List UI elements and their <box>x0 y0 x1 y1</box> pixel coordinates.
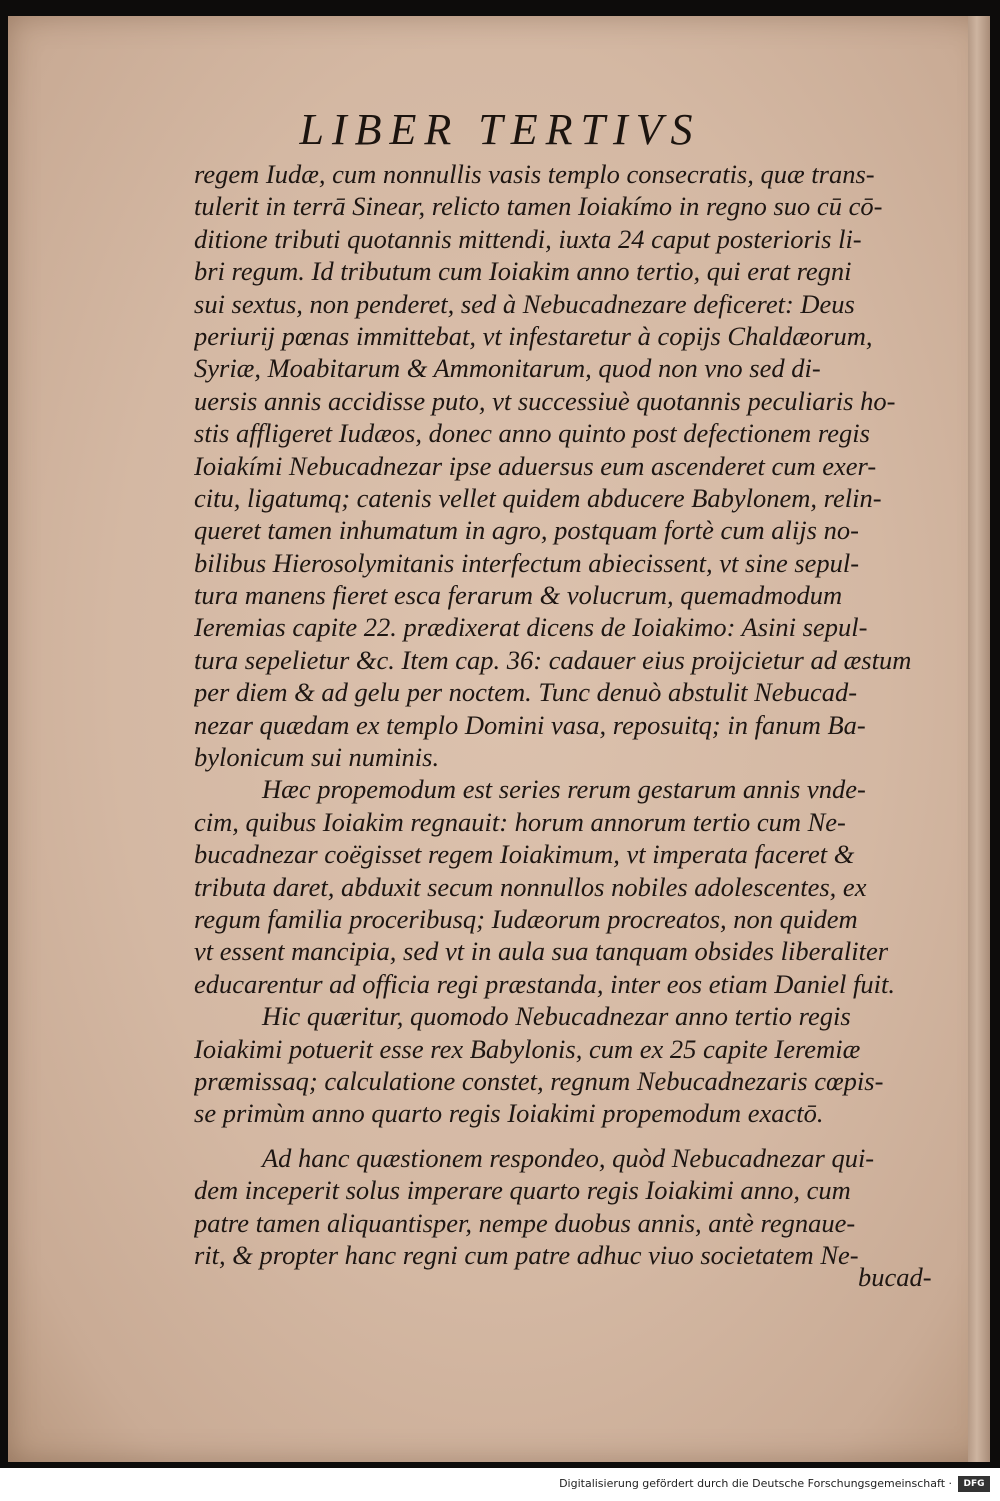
text-line: bri regum. Id tributum cum Ioiakim anno tertio, qui erat regni <box>194 256 852 287</box>
text-line: Hic quæritur, quomodo Nebucadnezar anno tertio regis <box>262 1001 851 1032</box>
text-line: cim, quibus Ioiakim regnauit: horum annorum tertio cum Ne- <box>194 806 846 837</box>
text-line: Syriæ, Moabitarum & Ammonitarum, quod non vno sed di- <box>194 353 821 384</box>
text-line: Ieremias capite 22. prædixerat dicens de Ioiakimo: Asini sepul- <box>194 612 868 643</box>
text-line: Ioiakimi potuerit esse rex Babylonis, cum ex 25 capite Ieremiæ <box>194 1033 861 1064</box>
text-line: præmissaq; calculatione constet, regnum Nebucadnezaris cœpis- <box>194 1065 884 1096</box>
text-line: Hæc propemodum est series rerum gestarum annis vnde- <box>262 774 866 805</box>
text-line: dem inceperit solus imperare quarto regis Ioiakimi anno, cum <box>194 1175 851 1206</box>
text-line: regum familia proceribusq; Iudæorum procreatos, non quidem <box>194 903 858 934</box>
text-line: uersis annis accidisse puto, vt successiuè quotannis peculiaris ho- <box>194 385 896 416</box>
text-line: bylonicum sui numinis. <box>194 742 440 773</box>
text-line: queret tamen inhumatum in agro, postquam fortè cum alijs no- <box>194 515 859 546</box>
text-line: se primùm anno quarto regis Ioiakimi propemodum exactō. <box>194 1098 824 1129</box>
text-line: stis affligeret Iudæos, donec anno quinto post defectionem regis <box>194 418 870 449</box>
text-line: tulerit in terrā Sinear, relicto tamen Ioiakímo in regno suo cū cō- <box>194 191 883 222</box>
page-text <box>194 158 958 1271</box>
text-line: nezar quædam ex templo Domini vasa, reposuitq; in fanum Ba- <box>194 709 866 740</box>
text-line: tributa daret, abduxit secum nonnullos nobiles adolescentes, ex <box>194 871 867 902</box>
text-line: sui sextus, non penderet, sed à Nebucadnezare deficeret: Deus <box>194 288 855 319</box>
text-line: per diem & ad gelu per noctem. Tunc denuò abstulit Nebucad- <box>194 677 858 708</box>
text-line: ditione tributi quotannis mittendi, iuxta 24 caput posterioris li- <box>194 223 862 254</box>
text-line: patre tamen aliquantisper, nempe duobus annis, antè regnaue- <box>194 1207 856 1238</box>
running-head: LIBER TERTIVS <box>299 105 701 154</box>
text-line: educarentur ad officia regi præstanda, inter eos etiam Daniel fuit. <box>194 968 895 999</box>
text-line: tura manens fieret esca ferarum & volucrum, quemadmodum <box>194 580 843 611</box>
footer-credit: Digitalisierung gefördert durch die Deutsche Forschungsgemeinschaft · <box>559 1477 952 1490</box>
text-line: periurij pœnas immittebat, vt infestaretur à copijs Chaldæorum, <box>194 320 873 351</box>
text-line: bucadnezar coëgisset regem Ioiakimum, vt imperata faceret & <box>194 839 855 870</box>
dfg-logo[interactable]: DFG <box>958 1476 990 1492</box>
text-line: bilibus Hierosolymitanis interfectum abiecissent, vt sine sepul- <box>194 547 860 578</box>
text-line: citu, ligatumq; catenis vellet quidem abducere Babylonem, relin- <box>194 482 882 513</box>
text-line: tura sepelietur &c. Item cap. 36: cadauer eius proijcietur ad æstum <box>194 644 912 675</box>
page-edge <box>968 16 990 1462</box>
text-line: regem Iudæ, cum nonnullis vasis templo consecratis, quæ trans- <box>194 159 875 189</box>
text-line: rit, & propter hanc regni cum patre adhuc viuo societatem Ne- <box>194 1239 859 1270</box>
footer-bar <box>0 1468 1000 1501</box>
text-line: Ad hanc quæstionem respondeo, quòd Nebucadnezar qui- <box>262 1142 875 1173</box>
catchword: bucad- <box>858 1262 932 1292</box>
text-line: Ioiakími Nebucadnezar ipse aduersus eum ascenderet cum exer- <box>194 450 877 481</box>
text-line: vt essent mancipia, sed vt in aula sua tanquam obsides liberaliter <box>194 936 889 967</box>
